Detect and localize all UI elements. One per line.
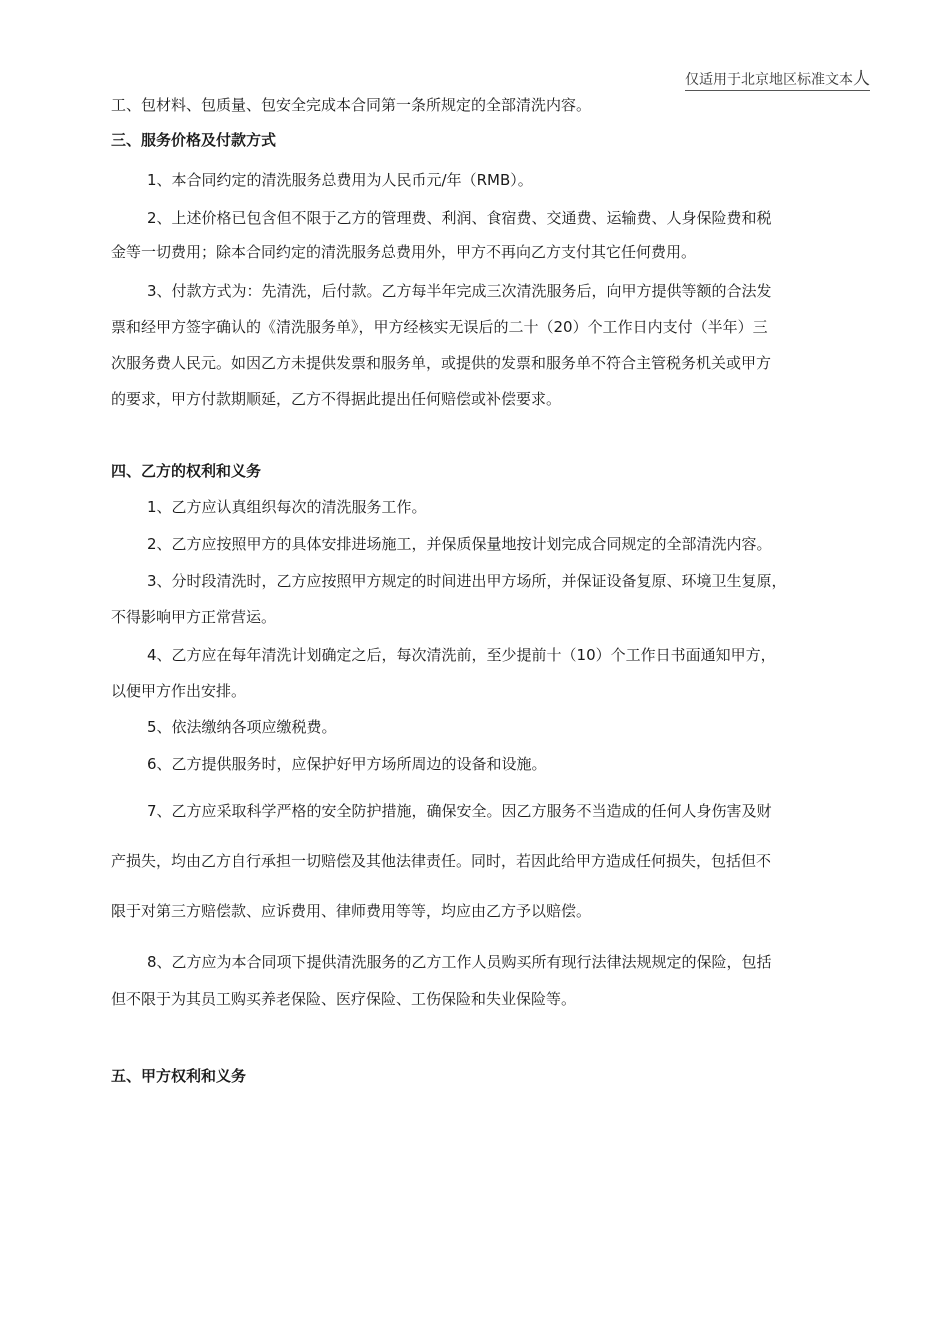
clause-3-2-line1: 2、上述价格已包含但不限于乙方的管理费、利润、食宿费、交通费、运输费、人身保险费和税 — [147, 209, 772, 227]
clause-4-2: 2、乙方应按照甲方的具体安排进场施工，并保质保量地按计划完成合同规定的全部清洗内容。 — [147, 535, 772, 553]
clause-3-3-line3: 次服务费人民元。如因乙方未提供发票和服务单，或提供的发票和服务单不符合主管税务机关或甲方 — [111, 354, 772, 372]
clause-4-8-line2: 但不限于为其员工购买养老保险、医疗保险、工伤保险和失业保险等。 — [111, 990, 577, 1008]
section-heading-3: 三、服务价格及付款方式 — [111, 131, 277, 149]
clause-4-3-line1: 3、分时段清洗时，乙方应按照甲方规定的时间进出甲方场所，并保证设备复原、环境卫生复原， — [147, 572, 787, 590]
clause-4-3-line2: 不得影响甲方正常营运。 — [111, 608, 277, 626]
clause-4-1: 1、乙方应认真组织每次的清洗服务工作。 — [147, 498, 427, 516]
clause-3-3-line1: 3、付款方式为：先清洗，后付款。乙方每半年完成三次清洗服务后，向甲方提供等额的合法发 — [147, 282, 772, 300]
section-heading-5: 五、甲方权利和义务 — [111, 1067, 247, 1085]
clause-3-3-line2: 票和经甲方签字确认的《清洗服务单》，甲方经核实无误后的二十（20）个工作日内支付（半年）三 — [111, 318, 768, 336]
clause-4-5: 5、依法缴纳各项应缴税费。 — [147, 718, 337, 736]
clause-3-1: 1、本合同约定的清洗服务总费用为人民币元/年（RMB）。 — [147, 171, 533, 189]
clause-4-7-line3: 限于对第三方赔偿款、应诉费用、律师费用等等，均应由乙方予以赔偿。 — [111, 902, 592, 920]
clause-3-2-line2: 金等一切费用；除本合同约定的清洗服务总费用外，甲方不再向乙方支付其它任何费用。 — [111, 243, 697, 261]
clause-4-4-line1: 4、乙方应在每年清洗计划确定之后，每次清洗前，至少提前十（10）个工作日书面通知甲方， — [147, 646, 776, 664]
header-mark: 人 — [853, 69, 870, 89]
clause-4-7-line2: 产损失，均由乙方自行承担一切赔偿及其他法律责任。同时，若因此给甲方造成任何损失，包括但不 — [111, 852, 772, 870]
paragraph-continuation: 工、包材料、包质量、包安全完成本合同第一条所规定的全部清洗内容。 — [111, 96, 592, 114]
clause-4-6: 6、乙方提供服务时，应保护好甲方场所周边的设备和设施。 — [147, 755, 547, 773]
clause-4-4-line2: 以便甲方作出安排。 — [111, 682, 247, 700]
section-heading-4: 四、乙方的权利和义务 — [111, 462, 262, 480]
header-text: 仅适用于北京地区标准文本 — [685, 72, 853, 88]
clause-3-3-line4: 的要求，甲方付款期顺延，乙方不得据此提出任何赔偿或补偿要求。 — [111, 390, 562, 408]
clause-4-7-line1: 7、乙方应采取科学严格的安全防护措施，确保安全。因乙方服务不当造成的任何人身伤害及财 — [147, 802, 772, 820]
page-header — [685, 64, 870, 91]
clause-4-8-line1: 8、乙方应为本合同项下提供清洗服务的乙方工作人员购买所有现行法律法规规定的保险，包括 — [147, 953, 772, 971]
